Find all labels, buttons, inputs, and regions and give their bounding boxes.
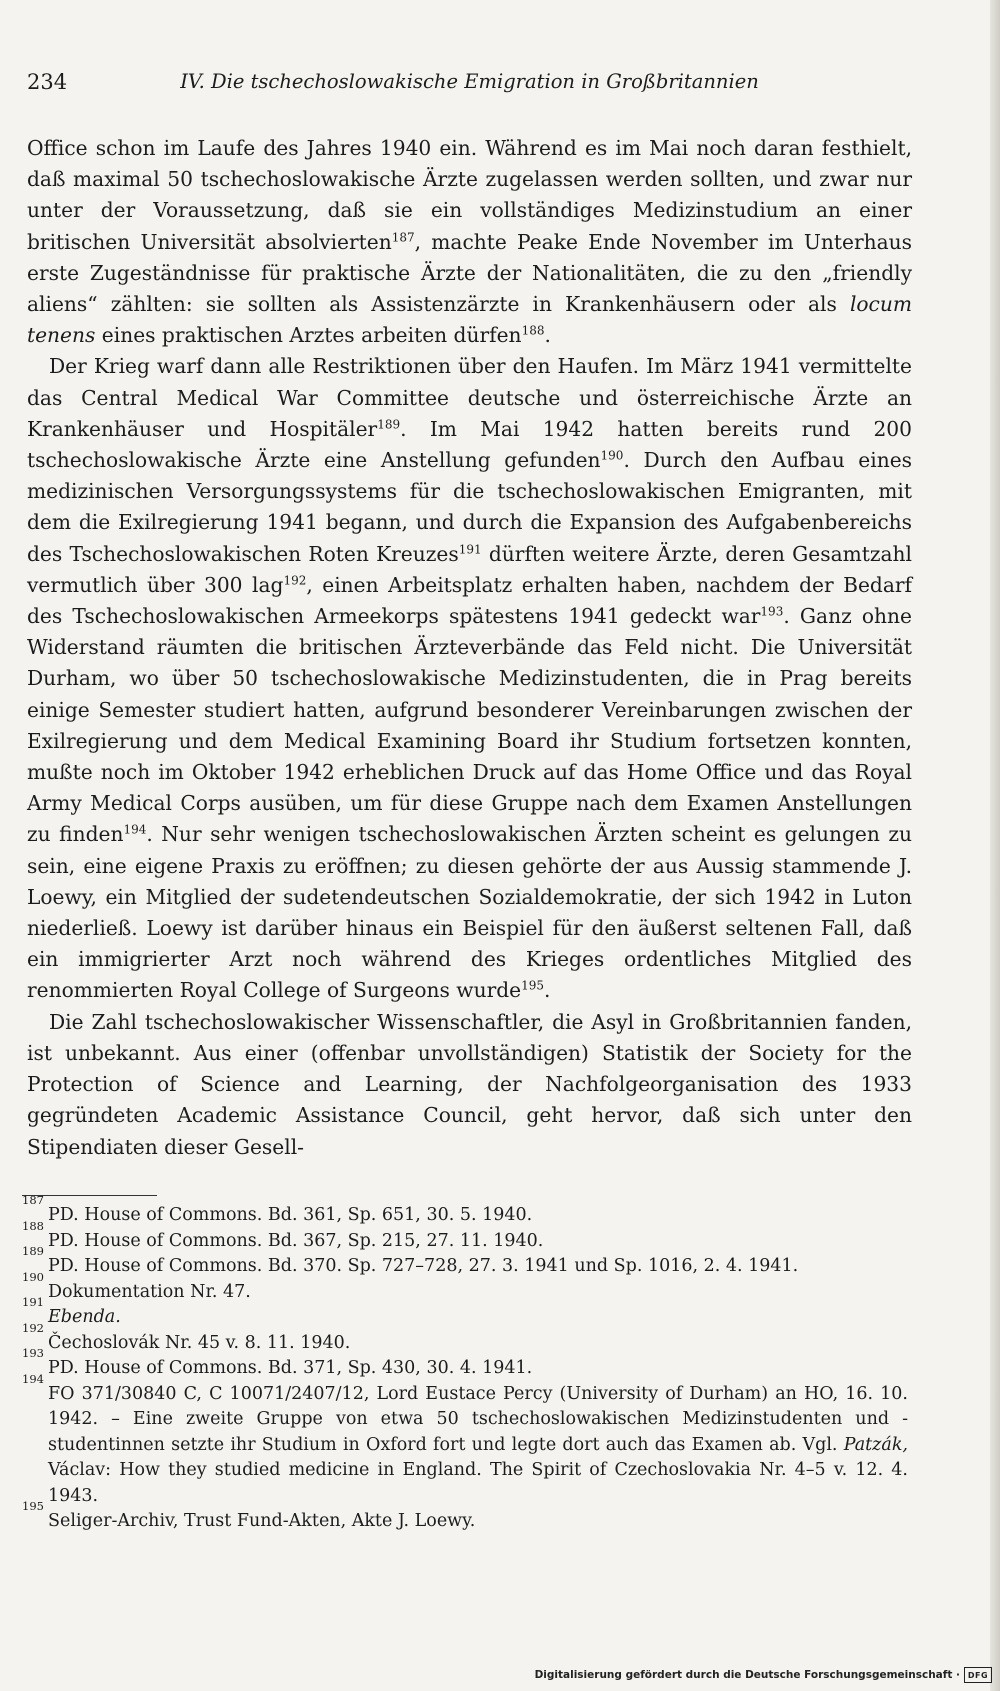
paragraph-2: Der Krieg warf dann alle Restriktionen über den Haufen. Im März 1941 vermittelte das Central Medical War Committee deutsche und österreichische Ärzte an Krankenhäuser und Hospitäler$^{189}$. Im Mai 1942 hatten bereits rund 200 tschechoslowakische Ärzte eine Anstellung gefunden$^{190}$. Durch den Aufbau eines medizinischen Versorgungssystems für die tschechoslowakischen Emigranten, mit dem die Exilregierung 1941 begann, und durch die Expansion des Aufgabenbereichs des Tschechoslowakischen Roten Kreuzes$^{191}$ dürften weitere Ärzte, deren Gesamtzahl vermutlich über 300 lag$^{192}$, einen Arbeitsplatz erhalten haben, nachdem der Bedarf des Tschechoslowakischen Armeekorps spätestens 1941 gedeckt war$^{193}$. Ganz ohne Widerstand räumten die britischen Ärzteverbände das Feld nicht. Die Universität Durham, wo über 50 tschechoslowakische Medizinstudenten, die in Prag bereits einige Semester studiert hatten, aufgrund besonderer Vereinbarungen zwischen der Exilregierung und dem Medical Examining Board ihr Studium fortsetzen konnten, mußte noch im Oktober 1942 erheblichen Druck auf das Home Office und das Royal Army Medical Corps ausüben, um für diese Gruppe nach dem Examen Anstellungen zu finden$^{194}$. Nur sehr wenigen tschechoslowakischen Ärzten scheint es gelungen zu sein, eine eigene Praxis zu eröffnen; zu diesen gehörte der aus Aussig stammende J. Loewy, ein Mitglied der sudetendeutschen Sozialdemokratie, der sich 1942 in Luton niederließ. Loewy ist darüber hinaus ein Beispiel für den äußerst seltenen Fall, daß ein immigrierter Arzt noch während des Krieges ordentliches Mitglied des renommierten Royal College of Surgeons wurde$^{195}$.: [27, 354, 913, 1003]
page-number: 234: [27, 70, 68, 94]
footnote: 195 Seliger-Archiv, Trust Fund-Akten, Akte J. Loewy.: [22, 1499, 476, 1531]
paragraph-1: Office schon im Laufe des Jahres 1940 ein. Während es im Mai noch daran festhielt, daß maximal 50 tschechoslowakische Ärzte zugelassen werden sollten, und zwar nur unter der Voraussetzung, daß sie ein vollständiges Medizinstudium an einer britischen Universität absolvierten$^{187}$, machte Peake Ende November im Unterhaus erste Zugeständnisse für praktische Ärzte der Nationalitäten, die zu den „friendly aliens“ zählten: sie sollten als Assistenzärzte in Krankenhäusern oder als locum tenens eines praktischen Arztes arbeiten dürfen$^{188}$.: [27, 136, 913, 348]
scan-edge: [990, 0, 1000, 1691]
footnote: 190 Dokumentation Nr. 47.: [22, 1269, 251, 1302]
footnote-ref[interactable]: 194: [123, 822, 147, 837]
credit-text: Digitalisierung gefördert durch die Deutsche Forschungsgemeinschaft ·: [534, 1669, 960, 1681]
footnote-ref[interactable]: 195: [521, 978, 545, 993]
digitization-credit: [535, 1665, 992, 1685]
footnote-ref[interactable]: 189: [377, 417, 401, 432]
page-header: [27, 70, 912, 100]
footnote-ref[interactable]: 188: [521, 323, 545, 338]
footnote: 191 Ebenda.: [22, 1295, 121, 1327]
footnote: 194 FO 371/30840 C, C 10071/2407/12, Lord Eustace Percy (University of Durham) an HO, 16. 10. 1942. – Eine zweite Gruppe von etwa 50 tschechoslowakischen Medizinstudenten und -studentinnen setzte ihr Studium in Oxford fort und legte dort auch das Examen ab. Vgl. Patzák, Václav: How they studied medicine in England. The Spirit of Czechoslovakia Nr. 4–5 v. 12. 4. 1943.: [22, 1371, 908, 1506]
dfg-logo-icon: DFG: [964, 1667, 992, 1683]
footnote-ref[interactable]: 187: [391, 229, 415, 244]
footnote: 193 PD. House of Commons. Bd. 371, Sp. 430, 30. 4. 1941.: [22, 1346, 533, 1378]
footnote: 189 PD. House of Commons. Bd. 370. Sp. 727–728, 27. 3. 1941 und Sp. 1016, 2. 4. 1941.: [22, 1244, 799, 1276]
paragraph-3: Die Zahl tschechoslowakischer Wissenschaftler, die Asyl in Großbritannien fanden, ist unbekannt. Aus einer (offenbar unvollständigen) Statistik der Society for the Protection of Science and Learning, der Nachfolgeorganisation des 1933 gegründeten Academic Assistance Council, geht hervor, daß sich unter den Stipendiaten dieser Gesell-: [27, 1009, 912, 1159]
body-text: [27, 133, 912, 1163]
footnote-ref[interactable]: 193: [760, 604, 784, 619]
footnote: 187 PD. House of Commons. Bd. 361, Sp. 651, 30. 5. 1940.: [22, 1193, 533, 1225]
footnote-ref[interactable]: 190: [600, 448, 624, 463]
footnote: 192 Čechoslovák Nr. 45 v. 8. 11. 1940.: [22, 1320, 351, 1353]
footnotes: [22, 1193, 908, 1535]
running-title: IV. Die tschechoslowakische Emigration in Großbritannien: [180, 70, 759, 93]
footnote-ref[interactable]: 191: [458, 541, 482, 556]
footnote: 188 PD. House of Commons. Bd. 367, Sp. 215, 27. 11. 1940.: [22, 1218, 544, 1251]
footnote-ref[interactable]: 192: [283, 573, 307, 588]
